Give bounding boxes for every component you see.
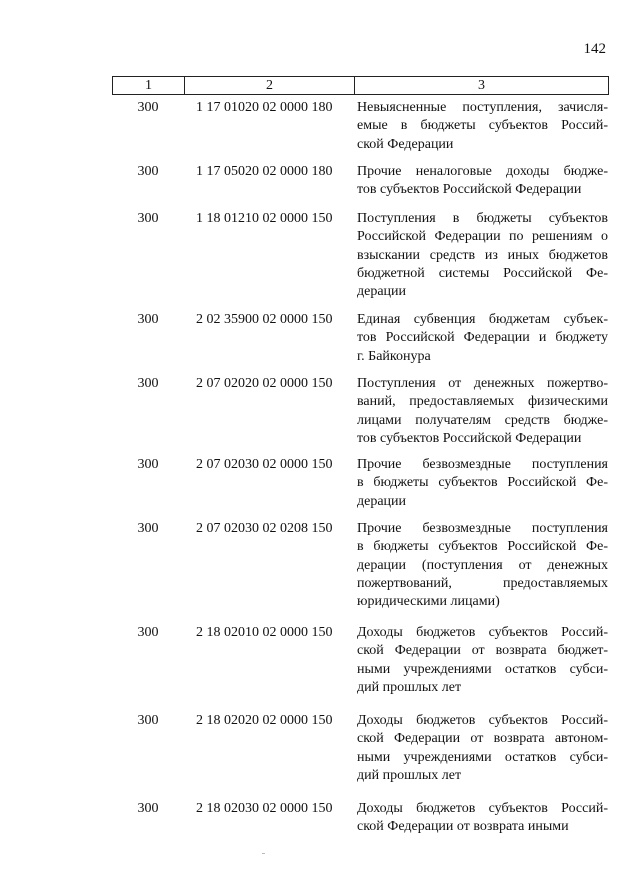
description-line: тов субъектов Российской Федерации: [357, 182, 582, 198]
budget-classification-code-cell: 2 07 02020 02 0000 150: [196, 376, 333, 391]
budget-classification-code-cell: 1 17 05020 02 0000 180: [196, 164, 333, 179]
admin-code-cell: 300: [137, 164, 159, 179]
description-line: взыскании средств из иных бюджетов: [357, 247, 608, 263]
description-line: ваний, предоставляемых физическими: [357, 394, 608, 410]
description-line: емые в бюджеты субъектов Россий-: [357, 118, 608, 134]
description-line: юридическими лицами): [357, 594, 500, 610]
admin-code-cell: 300: [137, 801, 159, 816]
description-line: дерации: [357, 284, 407, 300]
description-line: Доходы бюджетов субъектов Россий-: [357, 801, 608, 816]
description-line: Доходы бюджетов субъектов Россий-: [357, 625, 608, 640]
description-line: ской Федерации от возврата бюджет-: [357, 643, 608, 659]
admin-code-cell: 300: [137, 100, 159, 115]
description-line: Единая субвенция бюджетам субъек-: [357, 312, 608, 327]
description-line: бюджетной системы Российской Фе-: [357, 265, 608, 281]
description-line: в бюджеты субъектов Российской Фе-: [357, 539, 608, 555]
description-line: ской Федерации: [357, 136, 454, 152]
budget-classification-code-cell: 2 18 02010 02 0000 150: [196, 625, 333, 640]
description-line: Прочие безвозмездные поступления: [357, 521, 608, 536]
income-description-cell: [357, 311, 608, 366]
income-description-cell: [357, 163, 608, 200]
column-header-2: 2: [185, 77, 355, 95]
income-description-cell: [357, 99, 608, 154]
admin-code-cell: 300: [137, 376, 159, 391]
description-line: ской Федерации от возврата автоном-: [357, 731, 608, 747]
budget-classification-code-cell: 2 02 35900 02 0000 150: [196, 312, 333, 327]
budget-classification-code-cell: 1 18 01210 02 0000 150: [196, 211, 333, 226]
description-line: ской Федерации от возврата иными: [357, 819, 569, 835]
description-line: Поступления от денежных пожертво-: [357, 376, 608, 391]
description-line: ными учреждениями остатков субси-: [357, 661, 608, 677]
table-header: [112, 76, 609, 95]
income-description-cell: [357, 712, 608, 785]
description-line: Невыясненные поступления, зачисля-: [357, 100, 608, 115]
description-line: Российской Федерации по решениям о: [357, 229, 608, 245]
column-header-3: 3: [355, 77, 609, 95]
admin-code-cell: 300: [137, 312, 159, 327]
column-header-1: 1: [113, 77, 185, 95]
income-description-cell: [357, 210, 608, 301]
budget-classification-code-cell: 2 18 02020 02 0000 150: [196, 713, 333, 728]
income-description-cell: [357, 375, 608, 448]
admin-code-cell: 300: [137, 713, 159, 728]
income-description-cell: [357, 800, 608, 837]
description-line: лицами получателям средств бюдже-: [357, 412, 608, 428]
description-line: дий прошлых лет: [357, 679, 462, 695]
description-line: Прочие безвозмездные поступления: [357, 457, 608, 472]
description-line: дий прошлых лет: [357, 767, 462, 783]
table-header-row: [113, 77, 609, 95]
admin-code-cell: 300: [137, 521, 159, 536]
admin-code-cell: 300: [137, 211, 159, 226]
income-description-cell: [357, 624, 608, 697]
description-line: в бюджеты субъектов Российской Фе-: [357, 475, 608, 491]
page-number: 142: [583, 41, 606, 57]
description-line: дерации: [357, 493, 407, 509]
description-line: г. Байконура: [357, 348, 431, 364]
budget-classification-code-cell: 2 18 02030 02 0000 150: [196, 801, 333, 816]
description-line: тов субъектов Российской Федерации: [357, 430, 582, 446]
scan-speck: [262, 853, 265, 854]
description-line: Доходы бюджетов субъектов Россий-: [357, 713, 608, 728]
description-line: ными учреждениями остатков субси-: [357, 749, 608, 765]
description-line: Поступления в бюджеты субъектов: [357, 211, 608, 226]
description-line: дерации (поступления от денежных: [357, 557, 608, 573]
income-description-cell: [357, 456, 608, 511]
description-line: Прочие неналоговые доходы бюдже-: [357, 164, 608, 179]
admin-code-cell: 300: [137, 457, 159, 472]
income-description-cell: [357, 520, 608, 611]
description-line: пожертвований, предоставляемых: [357, 575, 608, 591]
budget-classification-code-cell: 2 07 02030 02 0000 150: [196, 457, 333, 472]
description-line: тов Российской Федерации и бюджету: [357, 330, 608, 346]
admin-code-cell: 300: [137, 625, 159, 640]
budget-classification-code-cell: 1 17 01020 02 0000 180: [196, 100, 333, 115]
budget-classification-code-cell: 2 07 02030 02 0208 150: [196, 521, 333, 536]
